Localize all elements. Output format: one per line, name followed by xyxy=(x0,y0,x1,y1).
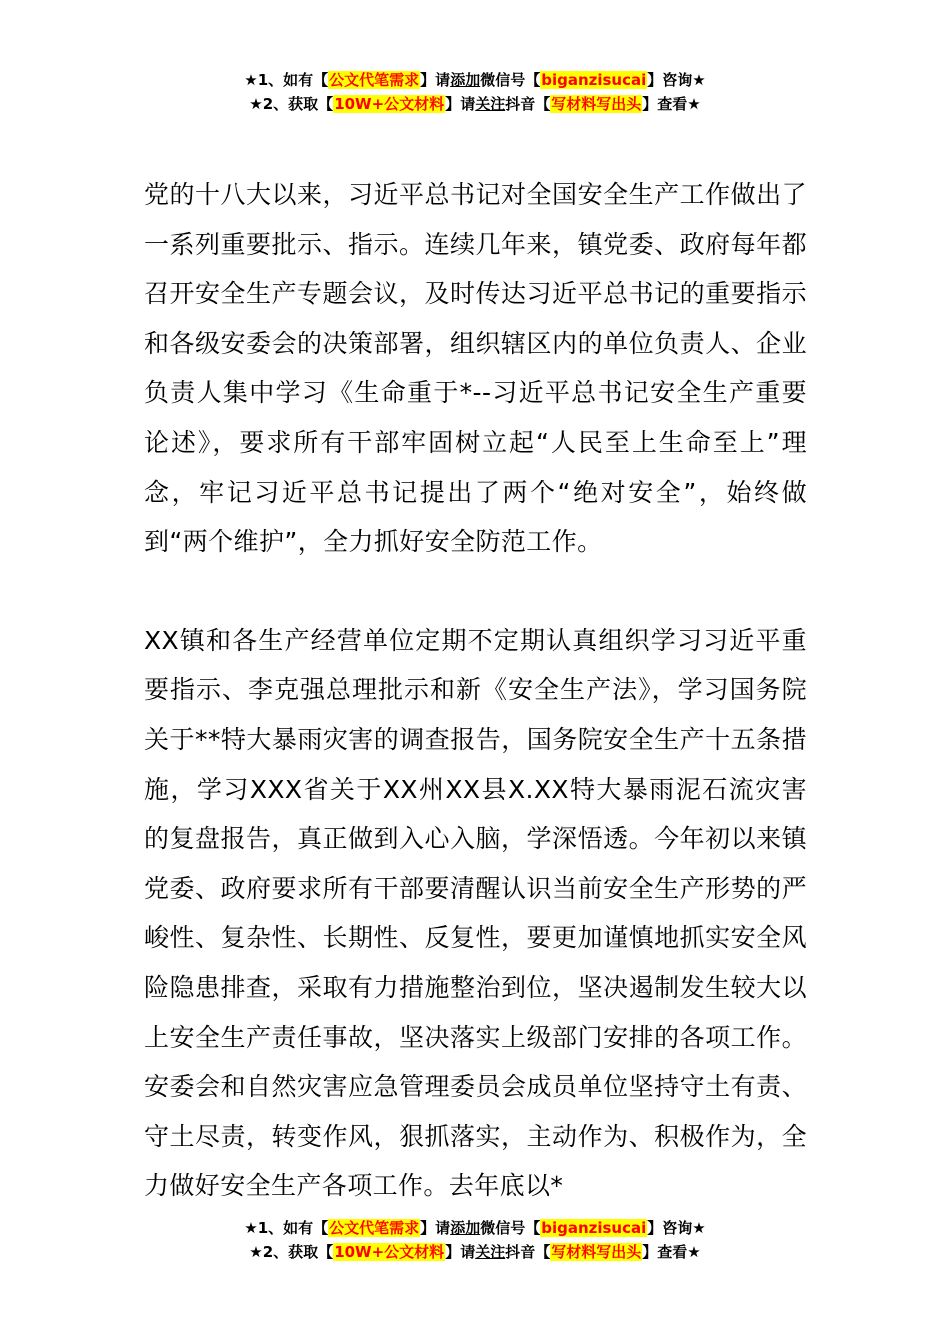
banner-line-1 xyxy=(0,68,950,92)
banner-line-2 xyxy=(0,1240,950,1264)
banner-text: ★2、获取【 xyxy=(249,95,334,113)
banner-highlight: 写材料写出头 xyxy=(551,95,642,113)
banner-line-2 xyxy=(0,92,950,116)
banner-text: 】查看★ xyxy=(642,1243,701,1261)
banner-text: 抖音【 xyxy=(505,95,551,113)
banner-text: 】查看★ xyxy=(642,95,701,113)
banner-text: 】请 xyxy=(445,95,476,113)
banner-text: 】请 xyxy=(445,1243,476,1261)
banner-underline: 添加 xyxy=(450,1219,481,1237)
banner-underline: 关注 xyxy=(475,95,506,113)
banner-highlight: 写材料写出头 xyxy=(551,1243,642,1261)
banner-highlight: 公文代笔需求 xyxy=(329,1219,420,1237)
banner-text: 微信号【 xyxy=(480,1219,541,1237)
banner-text: ★1、如有【 xyxy=(244,1219,329,1237)
banner-text: 】请 xyxy=(420,1219,451,1237)
banner-text: ★2、获取【 xyxy=(249,1243,334,1261)
banner-highlight: biganzisucai xyxy=(541,1219,647,1237)
banner-line-1 xyxy=(0,1216,950,1240)
banner-underline: 添加 xyxy=(450,71,481,89)
banner-text: ★1、如有【 xyxy=(244,71,329,89)
banner-highlight: 10W+公文材料 xyxy=(334,95,445,113)
banner-underline: 关注 xyxy=(475,1243,506,1261)
banner-highlight: biganzisucai xyxy=(541,71,647,89)
banner-text: 微信号【 xyxy=(480,71,541,89)
banner-text: 】咨询★ xyxy=(647,71,706,89)
banner-text: 】请 xyxy=(420,71,451,89)
header-banner xyxy=(0,68,950,116)
body-paragraph-1: 党的十八大以来，习近平总书记对全国安全生产工作做出了一系列重要批示、指示。连续几年来，镇党委、政府每年都召开安全生产专题会议，及时传达习近平总书记的重要指示和各级安委会的决策部署，组织辖区内的单位负责人、企业负责人集中学习《生命重于*--习近平总书记安全生产重要论述》，要求所有干部牢固树立起“人民至上生命至上”理念，牢记习近平总书记提出了两个“绝对安全”，始终做到“两个维护”，全力抓好安全防范工作。 xyxy=(144,180,807,557)
banner-highlight: 公文代笔需求 xyxy=(329,71,420,89)
footer-banner xyxy=(0,1216,950,1264)
document-body xyxy=(144,170,807,1211)
banner-highlight: 10W+公文材料 xyxy=(334,1243,445,1261)
banner-text: 抖音【 xyxy=(505,1243,551,1261)
body-paragraph-2: XX镇和各生产经营单位定期不定期认真组织学习习近平重要指示、李克强总理批示和新《安全生产法》，学习国务院关于**特大暴雨灾害的调查报告，国务院安全生产十五条措施，学习XXX省关于XX州XX县X.XX特大暴雨泥石流灾害的复盘报告，真正做到入心入脑，学深悟透。今年初以来镇党委、政府要求所有干部要清醒认识当前安全生产形势的严峻性、复杂性、长期性、反复性，要更加谨慎地抓实安全风险隐患排查，采取有力措施整治到位，坚决遏制发生较大以上安全生产责任事故，坚决落实上级部门安排的各项工作。安委会和自然灾害应急管理委员会成员单位坚持守土有责、守土尽责，转变作风，狠抓落实，主动作为、积极作为，全力做好安全生产各项工作。去年底以* xyxy=(144,625,807,1201)
banner-text: 】咨询★ xyxy=(647,1219,706,1237)
